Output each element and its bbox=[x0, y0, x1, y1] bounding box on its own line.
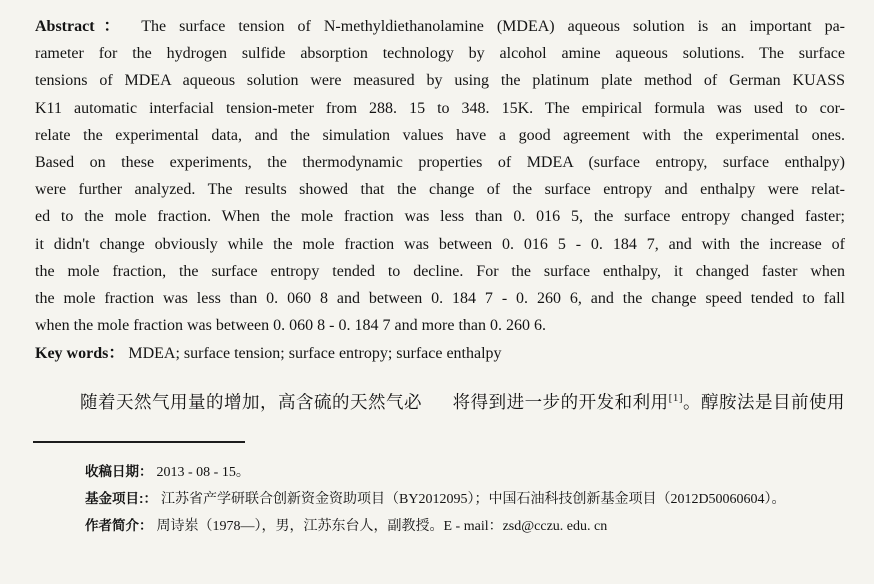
footnote-fund-project-text: 江苏省产学研联合创新资金资助项目（BY2012095）；中国石油科技创新基金项目（2012D50060604）。 bbox=[161, 491, 786, 507]
abstract-line: the mole fraction, the surface entropy tended to decline. For the surface enthalpy, it changed faster when bbox=[35, 262, 845, 280]
chinese-paragraph-row bbox=[35, 390, 845, 414]
abstract-line: Based on these experiments, the thermodynamic properties of MDEA (surface entropy, surface enthalpy) bbox=[35, 154, 845, 172]
footnote-label-fund-project: 基金项目:： bbox=[85, 490, 157, 506]
keywords-text: MDEA; surface tension; surface entropy; surface enthalpy bbox=[128, 345, 502, 363]
abstract-line: the mole fraction was less than 0. 060 8 and between 0. 184 7 - 0. 260 6, and the change speed tended to fall bbox=[35, 290, 845, 308]
abstract-line: tensions of MDEA aqueous solution were measured by using the platinum plate method of German KUASS bbox=[35, 72, 845, 90]
chinese-right-column-text bbox=[453, 390, 845, 414]
abstract-line: relate the experimental data, and the simulation values have a good agreement with the experimental ones. bbox=[35, 126, 845, 144]
abstract-line: ed to the mole fraction. When the mole fraction was less than 0. 016 5, the surface entropy changed faster; bbox=[35, 208, 845, 226]
footnote-author-bio-text: 周诗岽（1978—），男，江苏东台人，副教授。E - mail：zsd@cczu. edu. cn bbox=[156, 518, 608, 534]
abstract-line: were further analyzed. The results showed that the change of the surface entropy and enthalpy were relat- bbox=[35, 181, 845, 199]
footnote-label-received-date: 收稿日期： bbox=[85, 463, 153, 479]
footnote-divider bbox=[33, 441, 245, 443]
chinese-right-text: 。醇胺法是目前使用 bbox=[683, 391, 845, 412]
chinese-right-text: 将得到进一步的开发和利用 bbox=[452, 391, 669, 412]
footnote-received-date-text: 2013 - 08 - 15。 bbox=[156, 464, 250, 480]
abstract-line-text: The surface tension of N-methyldiethanolamine (MDEA) aqueous solution is an important pa- bbox=[141, 18, 845, 35]
chinese-left-column-text: 随着天然气用量的增加，高含硫的天然气必 bbox=[80, 391, 422, 412]
footnote-label-author-bio: 作者简介： bbox=[85, 517, 153, 533]
abstract-label: Abstract： bbox=[35, 18, 129, 35]
abstract-line: rameter for the hydrogen sulfide absorption technology by alcohol amine aqueous solutions. The surface bbox=[35, 45, 845, 63]
abstract-section bbox=[35, 13, 845, 339]
abstract-line: when the mole fraction was between 0. 060 8 - 0. 184 7 and more than 0. 260 6. bbox=[35, 317, 546, 335]
abstract-line: K11 automatic interfacial tension-meter from 288. 15 to 348. 15K. The empirical formula was used to cor- bbox=[35, 99, 845, 117]
footnotes-section bbox=[35, 459, 845, 540]
footnote-row-author-bio bbox=[85, 513, 845, 540]
citation-superscript: [1] bbox=[668, 391, 683, 404]
abstract-line bbox=[35, 13, 845, 40]
footnote-row-fund-project bbox=[85, 486, 845, 513]
keywords-label: Key words： bbox=[35, 345, 125, 363]
footnote-row-received-date bbox=[85, 459, 845, 486]
keywords-line bbox=[35, 340, 845, 367]
abstract-line: it didn't change obviously while the mole fraction was between 0. 016 5 - 0. 184 7, and with the increase of bbox=[35, 235, 845, 253]
